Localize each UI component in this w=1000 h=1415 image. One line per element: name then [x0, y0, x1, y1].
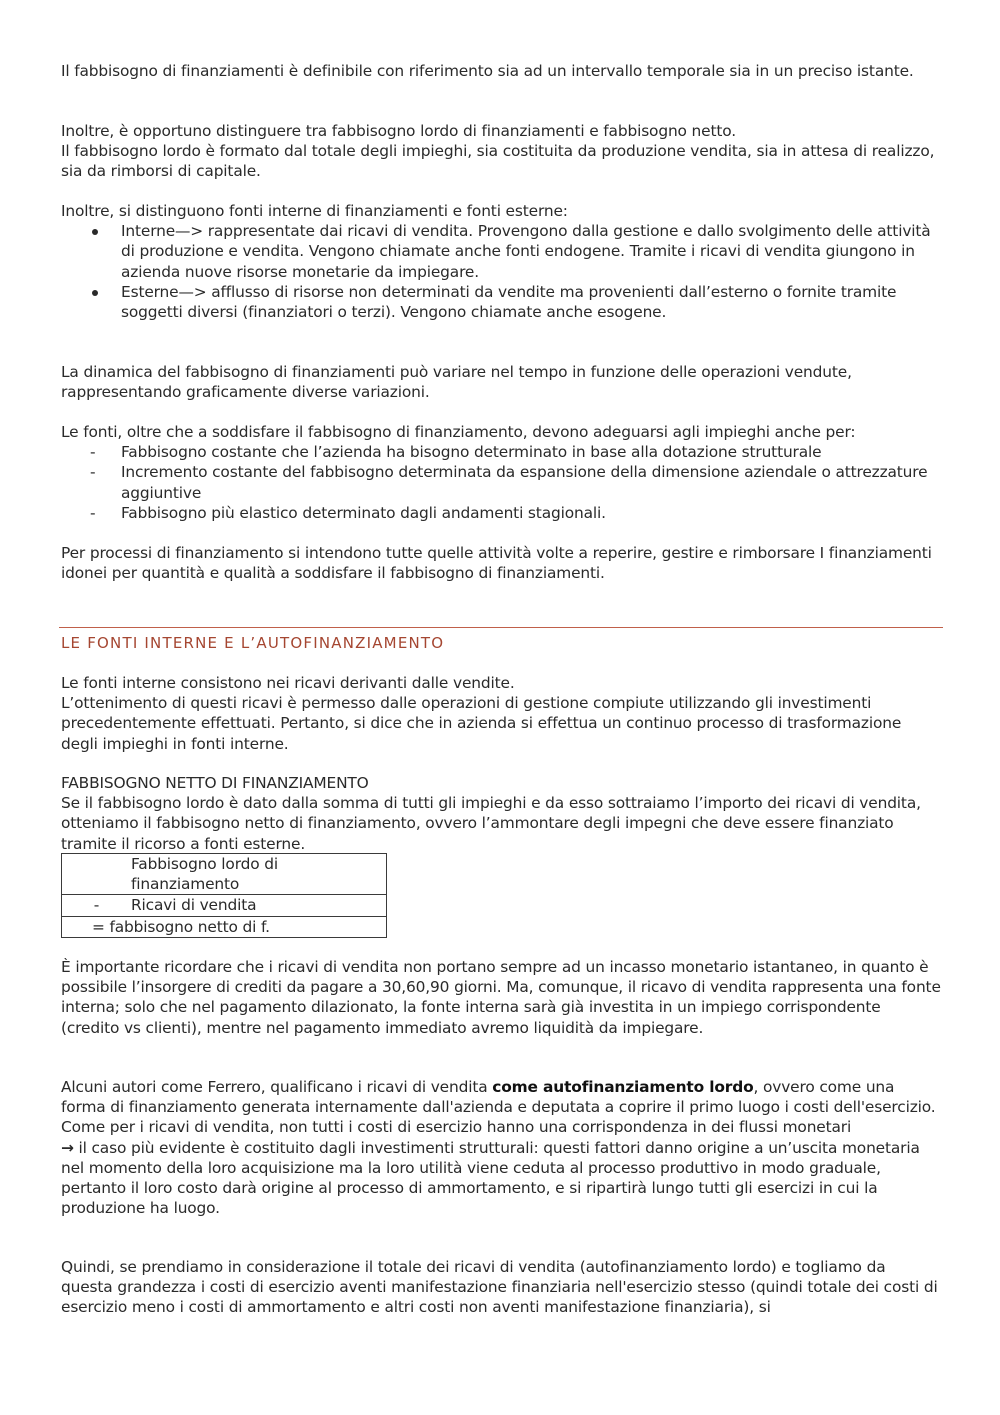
minus-sign: -: [93, 896, 100, 915]
section-heading: LE FONTI INTERNE E L’AUTOFINANZIAMENTO: [61, 634, 445, 652]
paragraph-text: Come per i ricavi di vendita, non tutti i costi di esercizio hanno una corrispondenza in dei flussi monetari: [61, 1118, 852, 1137]
dash-marker: -: [90, 503, 96, 522]
sources-list: [61, 221, 941, 322]
intro-paragraph-2: [61, 121, 941, 182]
intro-paragraph-1: [61, 61, 941, 81]
section-paragraph-1: [61, 673, 941, 754]
dash-marker: -: [90, 443, 96, 462]
sources-block: [61, 201, 941, 322]
paragraph-text: È importante ricordare che i ricavi di vendita non portano sempre ad un incasso monetario istantaneo, in quanto è possibile l’insorgere di crediti da pagare a 30,60,90 giorni. Ma, comunque, il ricavo di vendita rappresenta una fonte interna; solo che nel pagamento dilazionato, la fonte interna sarà già investita in un impiego corrispondente (credito vs clienti), mentre nel pagamento immediato avremo liquidità da impiegare.: [61, 958, 941, 1037]
paragraph-text: Alcuni autori come Ferrero, qualificano i ricavi di vendita come autofinanziamento lordo, ovvero come una forma di finanziamento generata internamente dall'azienda e deputata a coprire il primo luogo i costi dell'esercizio.: [61, 1078, 936, 1117]
intro-paragraph-4: [61, 362, 941, 402]
paragraph-text: Quindi, se prendiamo in considerazione il totale dei ricavi di vendita (autofinanziamento lordo) e togliamo da questa grandezza i costi di esercizio aventi manifestazione finanziaria nell'esercizio stesso (quindi totale dei costi di esercizio meno i costi di ammortamento e altri costi non aventi manifestazione finanziaria), si: [61, 1258, 938, 1317]
needs-block: [61, 422, 941, 523]
bold-term: come autofinanziamento lordo: [492, 1078, 754, 1096]
paragraph-text: Inoltre, è opportuno distinguere tra fabbisogno lordo di finanziamenti e fabbisogno netto.: [61, 122, 736, 140]
paragraph-text: Il fabbisogno lordo è formato dal totale degli impieghi, sia costituita da produzione vendita, sia in attesa di realizzo, sia da rimborsi di capitale.: [61, 142, 935, 181]
paragraph-text: Il fabbisogno di finanziamenti è definibile con riferimento sia ad un intervallo temporale sia in un preciso istante.: [61, 62, 914, 80]
list-item: Interne—> rappresentate dai ricavi di vendita. Provengono dalla gestione e dallo svolgimento delle attività di produzione e vendita. Vengono chiamate anche fonti endogene. Tramite i ricavi di vendita giungono in azienda nuove risorse monetarie da impiegare.: [61, 221, 941, 282]
table-row: [62, 854, 387, 895]
intro-paragraph-6: [61, 543, 941, 583]
subheading: FABBISOGNO NETTO DI FINANZIAMENTO: [61, 774, 369, 792]
list-item: - Fabbisogno costante che l’azienda ha bisogno determinato in base alla dotazione strutturale: [90, 443, 822, 462]
section-divider: [59, 627, 943, 628]
paragraph-text: Le fonti, oltre che a soddisfare il fabbisogno di finanziamento, devono adeguarsi agli impieghi anche per:: [61, 423, 856, 441]
paragraph-text: La dinamica del fabbisogno di finanziamenti può variare nel tempo in funzione delle operazioni vendute, rappresentando graficamente diverse variazioni.: [61, 363, 852, 402]
table-cell: Fabbisogno lordo di finanziamento: [62, 854, 387, 895]
paragraph-text: Per processi di finanziamento si intendono tutte quelle attività volte a reperire, gestire e rimborsare I finanziamenti idonei per quantità e qualità a soddisfare il fabbisogno di finanziamenti.: [61, 544, 932, 583]
table-row: [62, 895, 387, 916]
table-cell: - Ricavi di vendita: [62, 895, 387, 916]
net-need-block: [61, 773, 941, 854]
paragraph-text: Se il fabbisogno lordo è dato dalla somma di tutti gli impieghi e da esso sottraiamo l’importo dei ricavi di vendita, otteniamo il fabbisogno netto di finanziamento, ovvero l’ammontare degli impegni che deve essere finanziato tramite il ricorso a fonti esterne.: [61, 794, 921, 853]
section-paragraph-4: [61, 1077, 941, 1218]
paragraph-text: Inoltre, si distinguono fonti interne di finanziamenti e fonti esterne:: [61, 202, 568, 220]
section-paragraph-6: [61, 1257, 941, 1318]
net-need-table: [61, 853, 387, 938]
paragraph-text: L’ottenimento di questi ricavi è permesso dalle operazioni di gestione compiute utilizzando gli investimenti precedentemente effettuati. Pertanto, si dice che in azienda si effettua un continuo processo di trasformazione degli impieghi in fonti interne.: [61, 694, 902, 753]
needs-list: [61, 442, 941, 523]
bullet-icon: [92, 290, 98, 296]
paragraph-text: Le fonti interne consistono nei ricavi derivanti dalle vendite.: [61, 674, 515, 692]
table-row: [62, 916, 387, 937]
paragraph-text: → il caso più evidente è costituito dagli investimenti strutturali: questi fattori danno origine a un’uscita monetaria nel momento della loro acquisizione ma la loro utilità viene ceduta al processo produttivo in modo graduale, pertanto il loro costo darà origine al processo di ammortamento, e si ripartirà lungo tutti gli esercizi in cui la produzione ha luogo.: [61, 1138, 920, 1218]
bullet-icon: [92, 229, 98, 235]
dash-marker: -: [90, 463, 96, 482]
section-paragraph-3: [61, 957, 941, 1038]
table-cell: = fabbisogno netto di f.: [62, 916, 387, 937]
list-item: - Incremento costante del fabbisogno determinata da espansione della dimensione aziendale o attrezzature aggiuntive: [90, 463, 928, 502]
arrow-right-icon: →: [61, 1138, 74, 1157]
list-item: Esterne—> afflusso di risorse non determinati da vendite ma provenienti dall’esterno o fornite tramite soggetti diversi (finanziatori o terzi). Vengono chiamate anche esogene.: [61, 282, 941, 322]
list-item: - Fabbisogno più elastico determinato dagli andamenti stagionali.: [90, 503, 606, 522]
